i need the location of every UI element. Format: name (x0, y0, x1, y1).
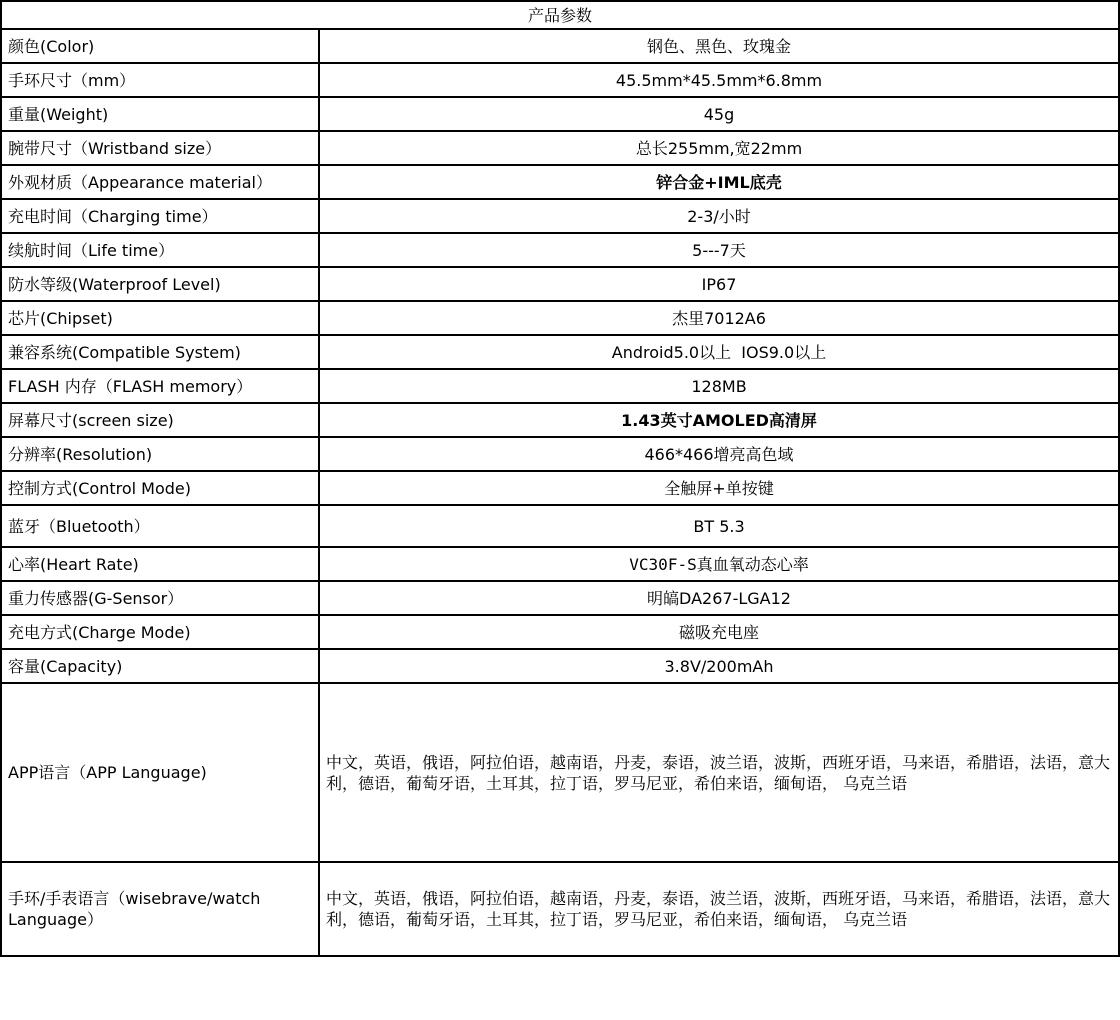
table-row (1, 369, 1119, 403)
table-row (1, 437, 1119, 471)
table-row (1, 683, 1119, 862)
spec-value: 中文，英语，俄语，阿拉伯语，越南语，丹麦，泰语，波兰语，波斯，西班牙语，马来语，希腊语，法语，意大利，德语，葡萄牙语，土耳其，拉丁语，罗马尼亚，希伯来语，缅甸语， 乌克兰语 (319, 862, 1119, 956)
table-row (1, 615, 1119, 649)
table-row (1, 862, 1119, 956)
table-row (1, 505, 1119, 547)
spec-value: 总长255mm,宽22mm (319, 131, 1119, 165)
spec-value: IP67 (319, 267, 1119, 301)
table-row (1, 165, 1119, 199)
spec-label: 充电时间（Charging time） (1, 199, 319, 233)
spec-label: 手环尺寸（mm） (1, 63, 319, 97)
spec-label: 容量(Capacity) (1, 649, 319, 683)
table-row (1, 97, 1119, 131)
spec-label: APP语言（APP Language) (1, 683, 319, 862)
spec-value: 全触屏+单按键 (319, 471, 1119, 505)
spec-value: 锌合金+IML底壳 (319, 165, 1119, 199)
table-row (1, 581, 1119, 615)
table-row (1, 335, 1119, 369)
table-title: 产品参数 (1, 1, 1119, 29)
spec-label: FLASH 内存（FLASH memory） (1, 369, 319, 403)
spec-value: 2-3/小时 (319, 199, 1119, 233)
table-row (1, 403, 1119, 437)
spec-value: VC30F-S真血氧动态心率 (319, 547, 1119, 581)
spec-label: 芯片(Chipset) (1, 301, 319, 335)
table-row (1, 267, 1119, 301)
table-row (1, 199, 1119, 233)
table-row (1, 547, 1119, 581)
spec-label: 重力传感器(G-Sensor） (1, 581, 319, 615)
table-row (1, 649, 1119, 683)
spec-value: 3.8V/200mAh (319, 649, 1119, 683)
spec-value: 5---7天 (319, 233, 1119, 267)
spec-label: 兼容系统(Compatible System) (1, 335, 319, 369)
spec-value: 中文，英语，俄语，阿拉伯语，越南语，丹麦，泰语，波兰语，波斯，西班牙语，马来语，希腊语，法语，意大利，德语，葡萄牙语，土耳其，拉丁语，罗马尼亚，希伯来语，缅甸语， 乌克兰语 (319, 683, 1119, 862)
spec-label: 分辨率(Resolution) (1, 437, 319, 471)
spec-value: Android5.0以上 IOS9.0以上 (319, 335, 1119, 369)
spec-label: 续航时间（Life time） (1, 233, 319, 267)
spec-label: 屏幕尺寸(screen size) (1, 403, 319, 437)
spec-value: 1.43英寸AMOLED高清屏 (319, 403, 1119, 437)
spec-value: 45.5mm*45.5mm*6.8mm (319, 63, 1119, 97)
spec-label: 重量(Weight) (1, 97, 319, 131)
spec-value: 杰里7012A6 (319, 301, 1119, 335)
table-row (1, 63, 1119, 97)
spec-value: 466*466增亮高色域 (319, 437, 1119, 471)
spec-label: 控制方式(Control Mode) (1, 471, 319, 505)
table-row (1, 301, 1119, 335)
spec-label: 腕带尺寸（Wristband size） (1, 131, 319, 165)
spec-label: 心率(Heart Rate) (1, 547, 319, 581)
spec-label: 手环/手表语言（wisebrave/watch Language） (1, 862, 319, 956)
table-title-row (1, 1, 1119, 29)
spec-value: 钢色、黑色、玫瑰金 (319, 29, 1119, 63)
spec-value: 磁吸充电座 (319, 615, 1119, 649)
table-row (1, 233, 1119, 267)
spec-value: 明皜DA267-LGA12 (319, 581, 1119, 615)
spec-value: 45g (319, 97, 1119, 131)
table-row (1, 131, 1119, 165)
table-row (1, 471, 1119, 505)
spec-label: 颜色(Color) (1, 29, 319, 63)
spec-label: 防水等级(Waterproof Level) (1, 267, 319, 301)
spec-label: 外观材质（Appearance material） (1, 165, 319, 199)
spec-label: 充电方式(Charge Mode) (1, 615, 319, 649)
table-row (1, 29, 1119, 63)
spec-label: 蓝牙（Bluetooth） (1, 505, 319, 547)
spec-value: BT 5.3 (319, 505, 1119, 547)
spec-value: 128MB (319, 369, 1119, 403)
